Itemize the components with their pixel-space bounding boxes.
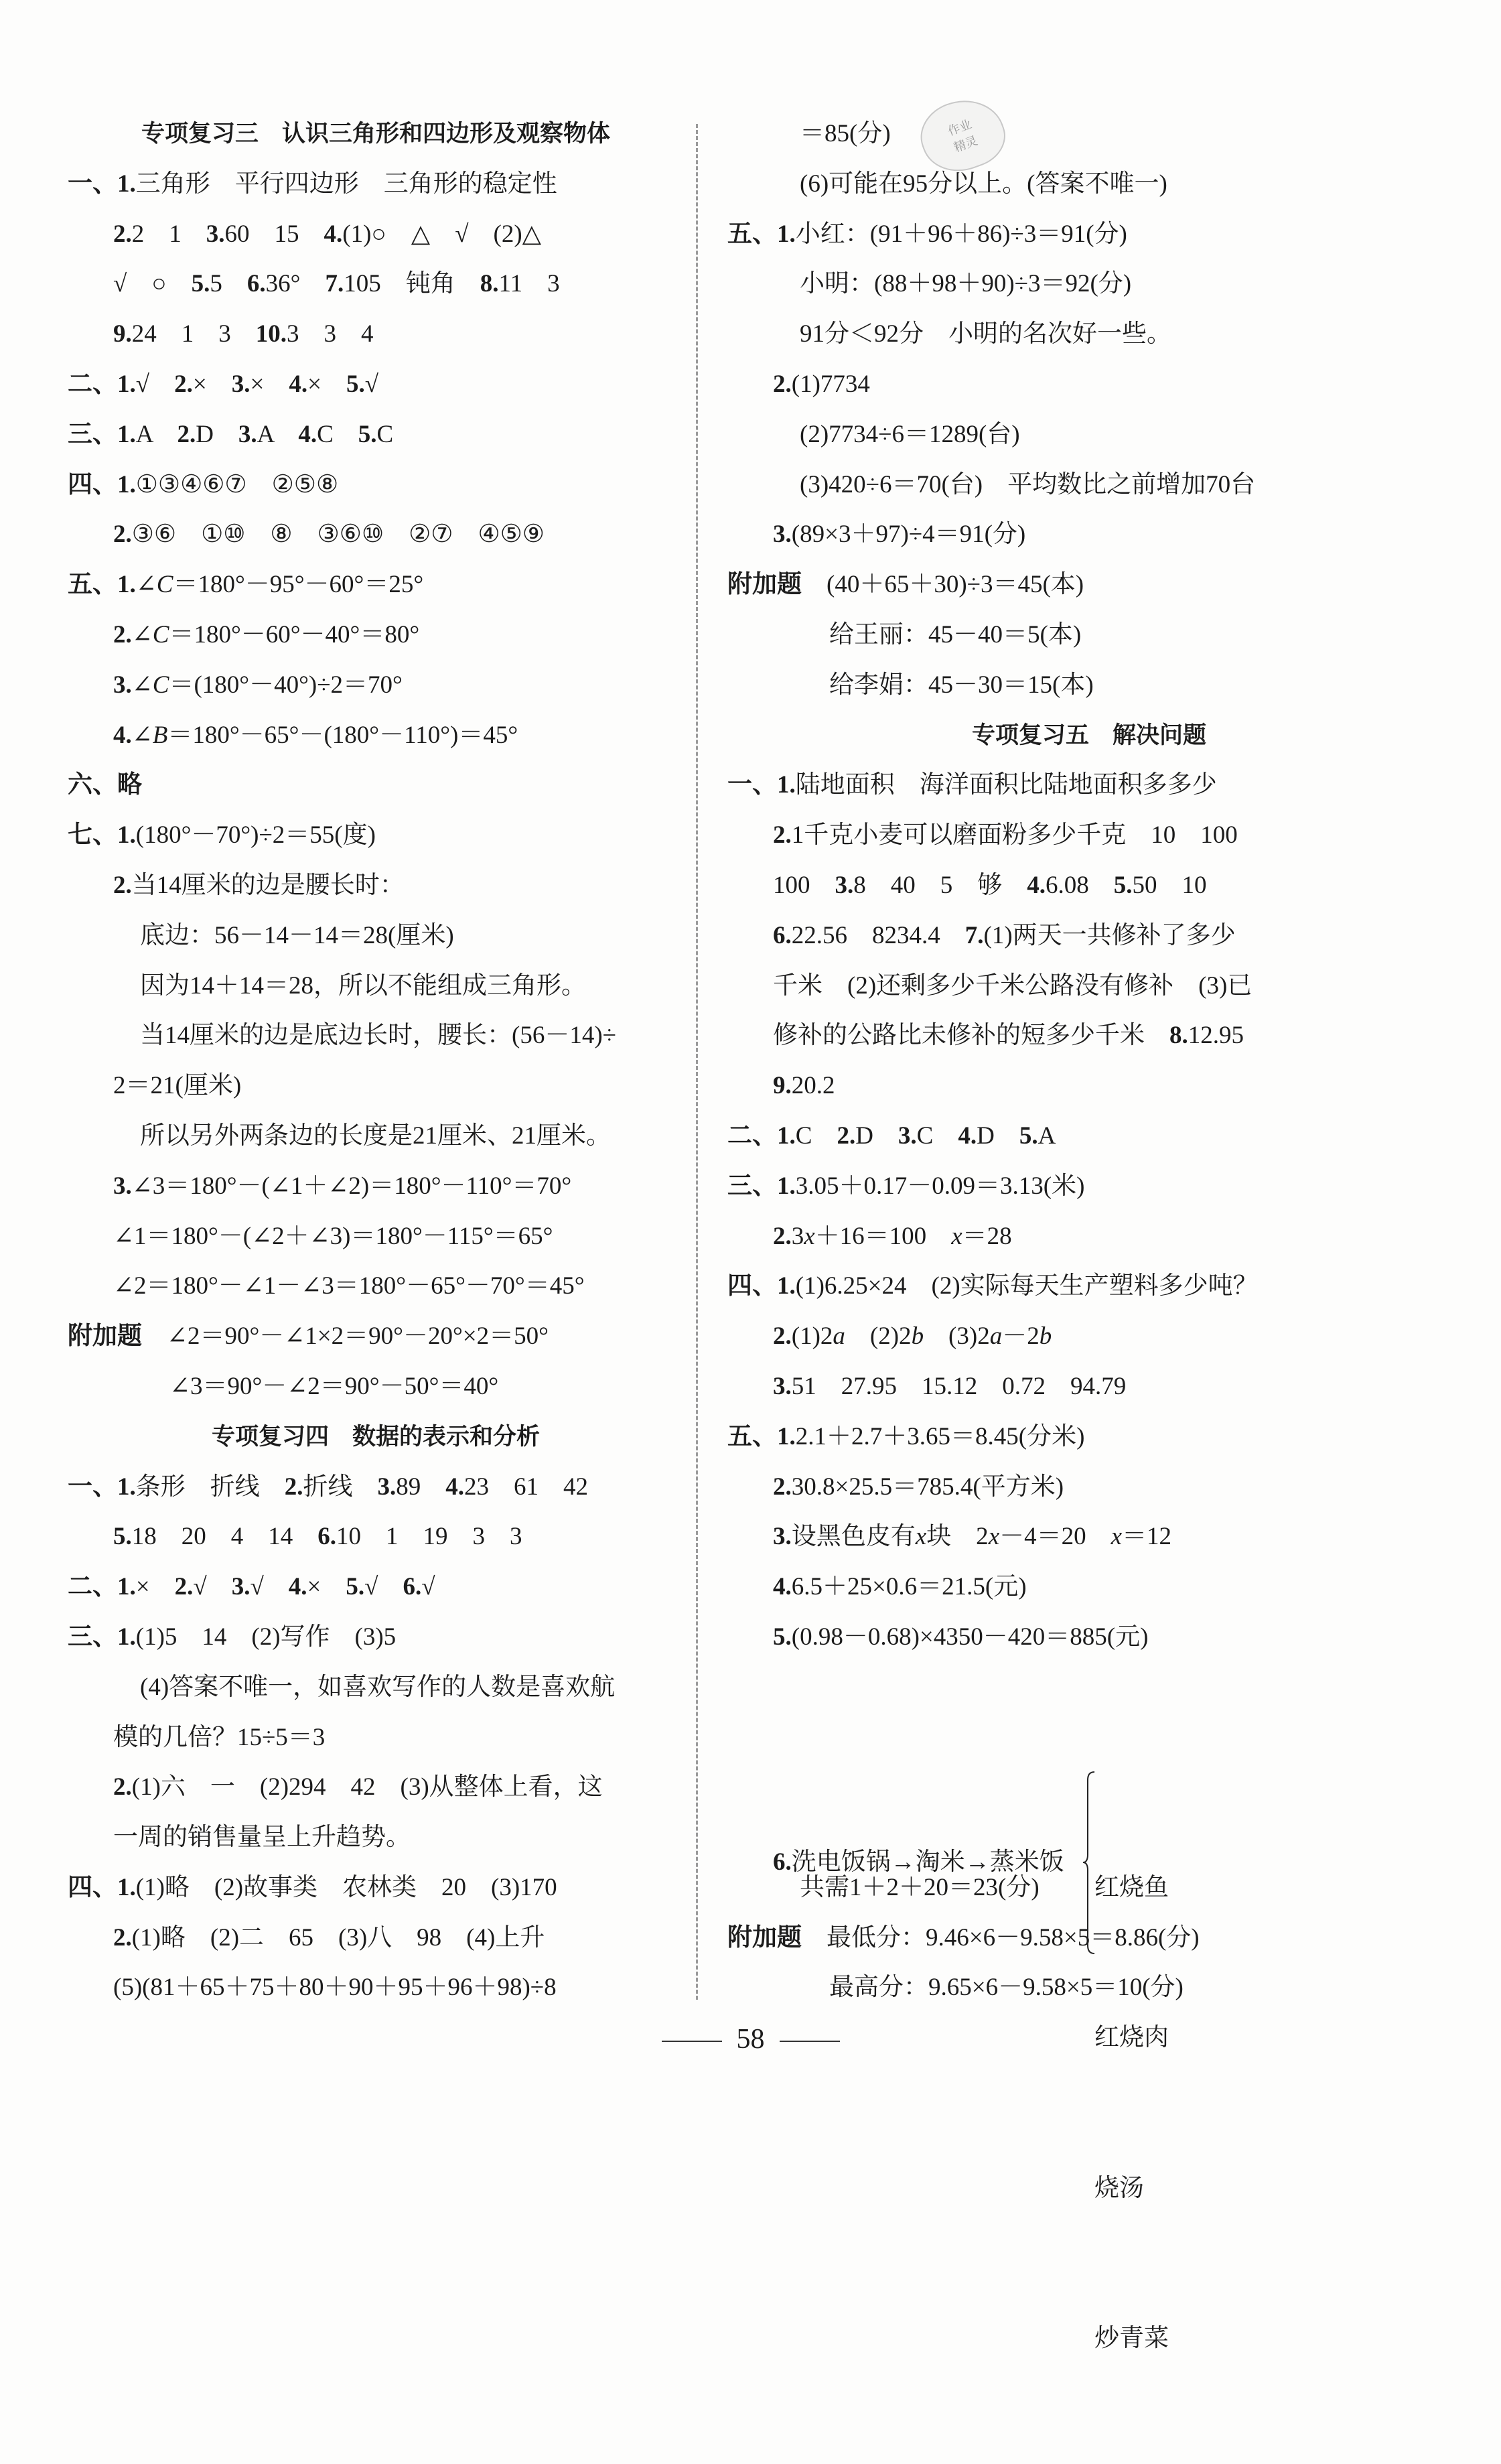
- question-number: 5.: [773, 1623, 792, 1651]
- answer-text: (2)2: [845, 1322, 912, 1351]
- answer-text: 给王丽：45－40＝5(本): [829, 620, 1082, 648]
- variable: x: [915, 1523, 927, 1551]
- answer-text: (89×3＋97)÷4＝91(分): [791, 521, 1026, 549]
- answer-text: 条形 折线: [135, 1473, 285, 1501]
- answer-text: 50 10: [1132, 871, 1207, 899]
- answer-line: [727, 1613, 1451, 1663]
- answer-line: [727, 560, 1451, 610]
- answer-text: A: [1038, 1121, 1056, 1150]
- answer-line: [727, 1462, 1451, 1513]
- answer-line: [68, 811, 684, 861]
- dish-item: 红烧肉: [1094, 2024, 1169, 2052]
- answer-text: (3)2: [924, 1322, 990, 1351]
- answer-line: [68, 861, 684, 911]
- answer-line: [727, 1312, 1451, 1362]
- answer-line: [68, 661, 684, 711]
- answer-line: [68, 310, 684, 360]
- question-number: 6.: [317, 1523, 336, 1551]
- answer-text: ×: [307, 370, 346, 398]
- answer-line: [727, 109, 1451, 159]
- answer-line: [68, 1813, 684, 1863]
- answer-line: [727, 460, 1451, 510]
- answer-line: [68, 1913, 684, 1964]
- question-number: 8.: [480, 270, 499, 298]
- question-number: 9.: [113, 320, 132, 348]
- answer-text: C: [916, 1121, 958, 1150]
- answer-text: (40＋65＋30)÷3＝45(本): [802, 571, 1084, 599]
- question-number: 附加题: [68, 1322, 142, 1351]
- question-number: 5.: [346, 370, 365, 398]
- question-number: 5.: [1113, 871, 1133, 899]
- section-heading: [68, 1412, 684, 1462]
- answer-line: [68, 460, 684, 510]
- answer-text: ×: [192, 370, 232, 398]
- answer-text: (1)略 (2)故事类 农林类 20 (3)170: [135, 1873, 557, 1901]
- variable: a: [833, 1322, 845, 1351]
- question-number: 2.: [284, 1473, 303, 1501]
- answer-line: [727, 259, 1451, 310]
- answer-line: [727, 159, 1451, 210]
- dish-item: 烧汤: [1094, 2174, 1144, 2202]
- answer-text: ＝12: [1122, 1523, 1172, 1551]
- question-number: 二、1.: [68, 1573, 136, 1601]
- answer-text: －2: [1002, 1322, 1040, 1351]
- answer-text: 2＝21(厘米): [113, 1072, 242, 1100]
- answer-line: [727, 360, 1451, 410]
- answer-text: 设黑色皮有: [791, 1523, 916, 1551]
- question-number: 4.: [113, 721, 132, 749]
- question-number: 四、1.: [727, 1272, 796, 1300]
- watermark-stamp: 作业 精灵: [912, 88, 1013, 182]
- question-number: 五、1.: [727, 1422, 796, 1450]
- answer-text: (5)(81＋65＋75＋80＋90＋95＋96＋98)÷8: [113, 1974, 557, 2002]
- answer-text: 5: [210, 270, 247, 298]
- answer-line: [68, 1713, 684, 1763]
- question-number: 2.: [773, 1222, 792, 1250]
- answer-line: [68, 1162, 684, 1212]
- question-number: 3.: [898, 1121, 917, 1150]
- question-number: 3.: [113, 1172, 132, 1200]
- answer-line: [68, 1663, 684, 1713]
- question-number: 二、1.: [727, 1121, 796, 1150]
- answer-text: ×: [135, 1573, 175, 1601]
- question-number: 6.: [403, 1573, 422, 1601]
- question-number: 3.: [773, 1523, 792, 1551]
- answer-text: A: [135, 420, 177, 448]
- question-number: 3.: [113, 671, 132, 699]
- answer-text: 2.1＋2.7＋3.65＝8.45(分米): [795, 1422, 1085, 1450]
- answer-line: [68, 961, 684, 1012]
- answer-text: ∠3＝90°－∠2＝90°－50°＝40°: [169, 1372, 499, 1400]
- answer-text: ∠2＝90°－∠1×2＝90°－20°×2＝50°: [142, 1322, 549, 1351]
- variable: a: [989, 1322, 1003, 1351]
- question-number: 三、1.: [68, 1623, 136, 1651]
- answer-text: 12.95: [1188, 1022, 1244, 1050]
- variable: x: [1111, 1523, 1123, 1551]
- left-column: [68, 109, 684, 2013]
- question-number: 2.: [113, 620, 132, 648]
- answer-text: 修补的公路比未修补的短多少千米: [773, 1022, 1169, 1050]
- answer-text: 所以另外两条边的长度是21厘米、21厘米。: [140, 1121, 611, 1150]
- answer-text: D: [977, 1121, 1019, 1150]
- question-number: 3.: [773, 521, 792, 549]
- answer-line: [68, 1362, 684, 1412]
- answer-line: [727, 1412, 1451, 1462]
- answer-text: ＝180°－65°－(180°－110°)＝45°: [167, 721, 518, 749]
- question-number: 2.: [837, 1121, 856, 1150]
- variable: x: [804, 1222, 815, 1250]
- answer-text: A: [257, 420, 299, 448]
- answer-text: 小红：(91＋96＋86)÷3＝91(分): [795, 220, 1127, 248]
- answer-line: [68, 1261, 684, 1312]
- answer-line: [68, 1111, 684, 1162]
- answer-text: √: [250, 1573, 289, 1601]
- answer-text: (0.98－0.68)×4350－420＝885(元): [791, 1623, 1149, 1651]
- answer-text: √: [135, 370, 175, 398]
- question-number: 3.: [231, 370, 251, 398]
- answer-line: [68, 760, 684, 811]
- question-number: 5.: [191, 270, 210, 298]
- answer-line: [727, 510, 1451, 560]
- answer-text: 专项复习三 认识三角形和四边形及观察物体: [141, 121, 610, 147]
- answer-line: [68, 1613, 684, 1663]
- answer-text: 专项复习五 解决问题: [971, 722, 1206, 749]
- question-number: 一、1.: [727, 771, 796, 799]
- answer-text: √: [193, 1573, 232, 1601]
- question-number: 2.: [113, 871, 132, 899]
- answer-text: 51 27.95 15.12 0.72 94.79: [791, 1372, 1127, 1400]
- answer-line: [727, 1212, 1451, 1262]
- dish-item: 红烧鱼: [1094, 1873, 1169, 1901]
- question-number: 5.: [113, 1523, 132, 1551]
- question-number: 4.: [289, 370, 308, 398]
- answer-text: D: [196, 420, 238, 448]
- answer-text: 专项复习四 数据的表示和分析: [211, 1423, 540, 1450]
- answer-text: 当14厘米的边是底边长时，腰长：(56－14)÷: [140, 1022, 616, 1050]
- question-number: 10.: [255, 320, 287, 348]
- question-number: 6.: [773, 1848, 792, 1876]
- question-number: 3.: [377, 1473, 397, 1501]
- question-number: 3.: [206, 220, 225, 248]
- question-number: 6.: [773, 921, 792, 949]
- question-number: 4.: [773, 1573, 792, 1601]
- answer-text: 20.2: [791, 1072, 835, 1100]
- answer-text: 给李娟：45－30＝15(本): [829, 671, 1094, 699]
- answer-line: [68, 259, 684, 310]
- answer-text: C: [317, 420, 358, 448]
- answer-line: [727, 1162, 1451, 1212]
- answer-line: [68, 159, 684, 210]
- answer-text: 89: [396, 1473, 446, 1501]
- question-number: 一、1.: [68, 1473, 136, 1501]
- answer-text: 18 20 4 14: [131, 1523, 318, 1551]
- question-number: 三、1.: [68, 420, 136, 448]
- answer-line: [68, 1312, 684, 1362]
- question-number: 5.: [1019, 1121, 1038, 1150]
- question-number: 2.: [174, 1573, 194, 1601]
- answer-text: 一周的销售量呈上升趋势。: [113, 1824, 411, 1852]
- answer-text: (1)六 一 (2)294 42 (3)从整体上看，这: [131, 1773, 603, 1801]
- answer-line: [727, 1562, 1451, 1613]
- answer-text: 105 钝角: [344, 270, 480, 298]
- question-number: 7.: [964, 921, 984, 949]
- answer-text: ∠1＝180°－(∠2＋∠3)＝180°－115°＝65°: [113, 1222, 553, 1250]
- question-number: 三、1.: [727, 1172, 796, 1200]
- question-number: 4.: [298, 420, 317, 448]
- question-number: 4.: [288, 1573, 307, 1601]
- answer-text: 6.08: [1046, 871, 1114, 899]
- answer-line: [727, 961, 1451, 1012]
- variable: B: [152, 721, 168, 749]
- answer-line: [727, 310, 1451, 360]
- right-column: [727, 109, 1451, 2353]
- answer-text: (2)7734÷6＝1289(台): [800, 420, 1020, 448]
- answer-text: (1)7734: [791, 370, 870, 398]
- answer-text: 36°: [265, 270, 326, 298]
- answer-line: [68, 410, 684, 460]
- question-number: 5.: [358, 420, 377, 448]
- answer-text: 30.8×25.5＝785.4(平方米): [791, 1473, 1064, 1501]
- answer-line: [727, 1512, 1451, 1562]
- question-number: 8.: [1169, 1022, 1188, 1050]
- question-number: 4.: [958, 1121, 977, 1150]
- answer-text: (1)2: [791, 1322, 833, 1351]
- answer-line: [727, 1261, 1451, 1312]
- answer-text: ∠: [131, 721, 153, 749]
- answer-line: [727, 1061, 1451, 1111]
- question-number: 附加题: [727, 571, 802, 599]
- variable: x: [951, 1222, 962, 1250]
- answer-text: 91分＜92分 小明的名次好一些。: [800, 320, 1171, 348]
- column-divider: [696, 124, 698, 2000]
- question-number: 四、1.: [68, 1873, 136, 1901]
- answer-text: 22.56 8234.4: [791, 921, 965, 949]
- question-number: 2.: [773, 370, 792, 398]
- answer-text: 8 40 5 够: [853, 871, 1027, 899]
- answer-line: [727, 1963, 1451, 2013]
- question-number: 6.: [246, 270, 266, 298]
- answer-line: [68, 1462, 684, 1513]
- answer-text: D: [855, 1121, 898, 1150]
- page-number: [0, 2023, 1501, 2055]
- question-number: 六、略: [68, 771, 142, 799]
- answer-line: [727, 210, 1451, 260]
- answer-line: [68, 1763, 684, 1813]
- answer-text: 23 61 42: [464, 1473, 588, 1501]
- question-number: 四、1.: [68, 470, 136, 498]
- question-number: 二、1.: [68, 370, 136, 398]
- answer-text: 60 15: [224, 220, 324, 248]
- answer-text: ∠: [131, 671, 153, 699]
- answer-text: √: [364, 370, 378, 398]
- answer-text: ③⑥ ①⑩ ⑧ ③⑥⑩ ②⑦ ④⑤⑨: [131, 521, 545, 549]
- question-number: 2.: [773, 821, 792, 849]
- answer-text: ＝28: [962, 1222, 1012, 1250]
- question-number: 3.: [238, 420, 257, 448]
- page-number-text: 58: [736, 2024, 765, 2055]
- answer-text: 陆地面积 海洋面积比陆地面积多多少: [795, 771, 1217, 799]
- answer-text: 10 1 19 3 3: [336, 1523, 522, 1551]
- question-number: 5.: [346, 1573, 365, 1601]
- section-heading: [68, 109, 684, 159]
- answer-text: (1)5 14 (2)写作 (3)5: [135, 1623, 397, 1651]
- answer-text: 6.5＋25×0.6＝21.5(元): [791, 1573, 1027, 1601]
- answer-text: ①③④⑥⑦ ②⑤⑧: [135, 470, 339, 498]
- answer-text: 11 3: [498, 270, 560, 298]
- answer-text: 最低分：9.46×6－9.58×5＝8.86(分): [802, 1923, 1200, 1952]
- answer-line: [727, 1913, 1451, 1964]
- question-number: 4.: [445, 1473, 464, 1501]
- question-number: 4.: [1027, 871, 1046, 899]
- variable: b: [911, 1322, 924, 1351]
- variable: b: [1039, 1322, 1052, 1351]
- answer-text: (6)可能在95分以上。(答案不唯一): [800, 169, 1167, 198]
- answer-text: 小明：(88＋98＋90)÷3＝92(分): [800, 270, 1132, 298]
- variable: C: [156, 571, 173, 599]
- question-number: 3.: [773, 1372, 792, 1400]
- answer-text: ＝180°－95°－60°＝25°: [173, 571, 424, 599]
- answer-line: [68, 610, 684, 661]
- answer-text: ∠: [131, 620, 153, 648]
- question-number: 附加题: [727, 1923, 802, 1952]
- answer-line: [68, 360, 684, 410]
- answer-text: (4)答案不唯一，如喜欢写作的人数是喜欢航: [140, 1673, 616, 1701]
- variable: C: [152, 620, 169, 648]
- question-number: 3.: [231, 1573, 251, 1601]
- answer-text: C: [795, 1121, 837, 1150]
- answer-text: 3: [791, 1222, 804, 1250]
- question-number: 2.: [177, 420, 196, 448]
- answer-text: (1)6.25×24 (2)实际每天生产塑料多少吨？: [795, 1272, 1258, 1300]
- question-number: 2.: [113, 1923, 132, 1952]
- section-heading: [727, 711, 1451, 761]
- question-number: 2.: [773, 1322, 792, 1351]
- answer-text: ＝85(分): [800, 120, 891, 147]
- answer-line: [727, 1011, 1451, 1061]
- answer-line: [68, 1512, 684, 1562]
- answer-text: 共需1＋2＋20＝23(分): [800, 1873, 1040, 1901]
- answer-text: 千米 (2)还剩多少千米公路没有修补 (3)已: [773, 971, 1253, 1000]
- answer-line: [68, 1562, 684, 1613]
- question-number: 2.: [113, 521, 132, 549]
- answer-text: 100: [773, 871, 835, 899]
- question-number: 五、1.: [727, 220, 796, 248]
- answer-line: [727, 861, 1451, 911]
- answer-text: ×: [250, 370, 289, 398]
- answer-text: 2 1: [131, 220, 206, 248]
- question-number: 七、1.: [68, 821, 136, 849]
- answer-text: (180°－70°)÷2＝55(度): [135, 821, 376, 849]
- answer-line: [727, 911, 1451, 961]
- answer-line: [727, 1362, 1451, 1412]
- answer-text: (3)420÷6＝70(台) 平均数比之前增加70台: [800, 470, 1256, 498]
- question-number: 2.: [773, 1473, 792, 1501]
- answer-text: √ ○: [113, 270, 192, 298]
- answer-line: [727, 1111, 1451, 1162]
- question-number: 3.: [835, 871, 854, 899]
- answer-text: 当14厘米的边是腰长时：: [131, 871, 405, 899]
- answer-text: 3 3 4: [287, 320, 374, 348]
- answer-text: 底边：56－14－14＝28(厘米): [140, 921, 454, 949]
- answer-line: [727, 1863, 1451, 1913]
- dash-left: [662, 2041, 722, 2042]
- answer-text: (1)○ △ √ (2)△: [342, 220, 542, 248]
- answer-text: 24 1 3: [131, 320, 256, 348]
- flow-chain: 洗电饭锅→淘米→蒸米饭: [791, 1848, 1064, 1876]
- answer-text: 1千克小麦可以磨面粉多少千克 10 100: [791, 821, 1238, 849]
- answer-text: 折线: [303, 1473, 378, 1501]
- variable: C: [152, 671, 169, 699]
- question-number: 五、1.: [68, 571, 136, 599]
- answer-text: 三角形 平行四边形 三角形的稳定性: [135, 169, 557, 198]
- answer-text: 模的几倍？15÷5＝3: [113, 1723, 326, 1751]
- answer-line: [68, 1963, 684, 2013]
- question-number: 7.: [325, 270, 344, 298]
- question-number: 4.: [324, 220, 343, 248]
- answer-line: [68, 911, 684, 961]
- answer-text: 因为14＋14＝28，所以不能组成三角形。: [140, 971, 586, 1000]
- answer-text: 最高分：9.65×6－9.58×5＝10(分): [829, 1974, 1184, 2002]
- answer-text: (1)略 (2)二 65 (3)八 98 (4)上升: [131, 1923, 545, 1952]
- question-number: 2.: [174, 370, 193, 398]
- answer-line: [727, 760, 1451, 811]
- answer-line: [68, 560, 684, 610]
- answer-text: ＋16＝100: [814, 1222, 952, 1250]
- question-number: 2.: [113, 1773, 132, 1801]
- question-number: 9.: [773, 1072, 792, 1100]
- dash-right: [780, 2041, 840, 2042]
- answer-line: [68, 711, 684, 761]
- answer-text: 3.05＋0.17－0.09＝3.13(米): [795, 1172, 1085, 1200]
- answer-text: ∠2＝180°－∠1－∠3＝180°－65°－70°＝45°: [113, 1272, 585, 1300]
- answer-text: (1)两天一共修补了多少: [983, 921, 1236, 949]
- answer-line: [727, 410, 1451, 460]
- answer-text: √: [421, 1573, 435, 1601]
- answer-line: [68, 210, 684, 260]
- variable: x: [988, 1523, 1000, 1551]
- answer-line: [68, 510, 684, 560]
- answer-text: ×: [307, 1573, 346, 1601]
- answer-line: [727, 811, 1451, 861]
- answer-line: [68, 1863, 684, 1913]
- answer-line: [68, 1212, 684, 1262]
- answer-line: [727, 661, 1451, 711]
- answer-line: [727, 610, 1451, 661]
- question-number: 2.: [113, 220, 132, 248]
- answer-text: ＝(180°－40°)÷2＝70°: [169, 671, 403, 699]
- answer-text: C: [376, 420, 394, 448]
- answer-text: ∠: [135, 571, 157, 599]
- dish-item: 炒青菜: [1094, 2325, 1169, 2353]
- answer-line: [68, 1061, 684, 1111]
- answer-text: ＝180°－60°－40°＝80°: [169, 620, 420, 648]
- answer-text: －4＝20: [999, 1523, 1111, 1551]
- answer-text: √: [364, 1573, 403, 1601]
- answer-text: 块 2: [926, 1523, 989, 1551]
- answer-text: ∠3＝180°－(∠1＋∠2)＝180°－110°＝70°: [131, 1172, 572, 1200]
- question-number: 一、1.: [68, 169, 136, 198]
- answer-line: [68, 1011, 684, 1061]
